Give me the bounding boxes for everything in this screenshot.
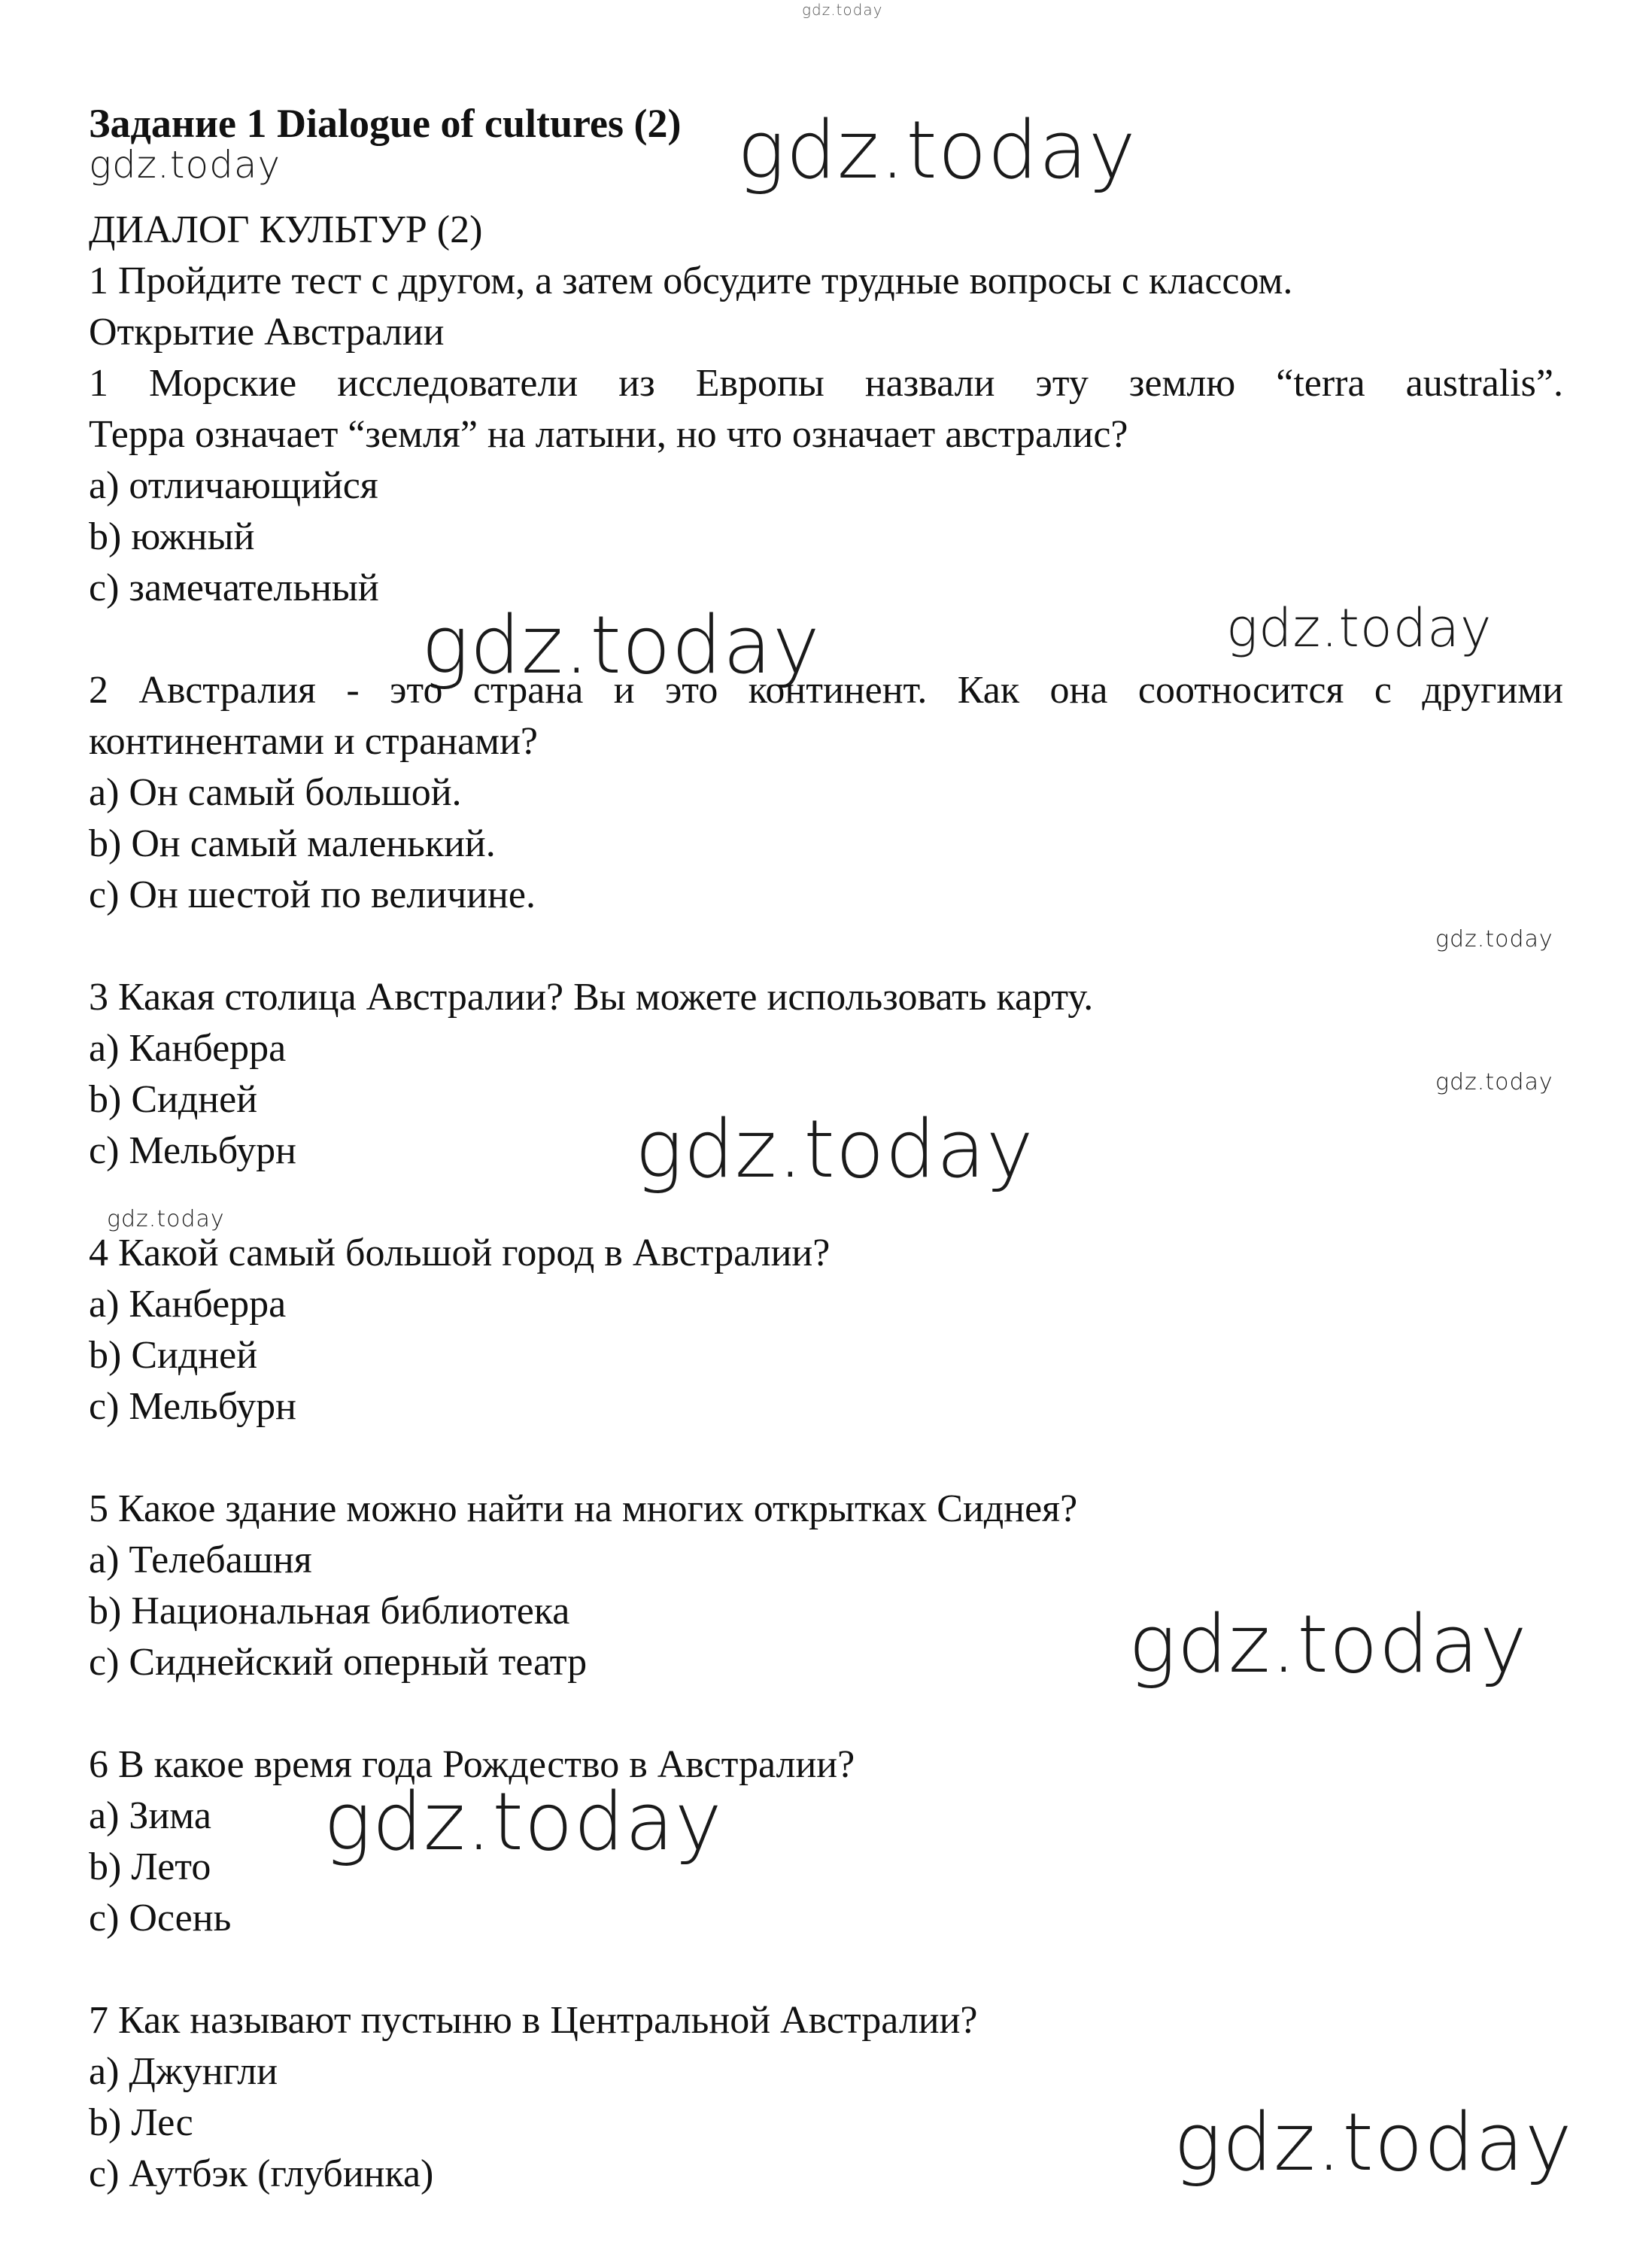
question-1-option-b: b) южный (89, 515, 255, 558)
question-4-option-a: a) Канберра (89, 1283, 287, 1326)
question-3-option-c: c) Мельбурн (89, 1129, 296, 1172)
question-7-option-c: c) Аутбэк (глубинка) (89, 2152, 434, 2195)
question-4-option-c: c) Мельбурн (89, 1385, 296, 1428)
question-6-option-c: c) Осень (89, 1897, 232, 1939)
question-4-line-1: 4 Какой самый большой город в Австралии? (89, 1232, 831, 1274)
task-title: Задание 1 Dialogue of cultures (2) (89, 101, 682, 146)
question-7-option-b: b) Лес (89, 2101, 193, 2144)
question-6-line-1: 6 В какое время года Рождество в Австралии? (89, 1743, 855, 1786)
question-2-option-a: a) Он самый большой. (89, 771, 462, 814)
question-6-option-a: a) Зима (89, 1794, 211, 1837)
question-5-option-c: c) Сиднейский оперный театр (89, 1641, 588, 1684)
question-6-option-b: b) Лето (89, 1845, 211, 1888)
watermark: gdz.today (1226, 597, 1493, 659)
section-heading: ДИАЛОГ КУЛЬТУР (2) (89, 208, 483, 251)
question-7-line-1: 7 Как называют пустыню в Центральной Австралии? (89, 1999, 978, 2042)
question-2-line-1: 2 Австралия - это страна и это континент. Как она соотносится с другими (89, 669, 1563, 712)
watermark-top: gdz.today (802, 1, 883, 19)
watermark: gdz.today (323, 1775, 723, 1868)
question-2-option-b: b) Он самый маленький. (89, 822, 496, 865)
topic-title: Открытие Австралии (89, 311, 445, 354)
question-1-line-2: Терра означает “земля” на латыни, но что означает австралис? (89, 413, 1128, 456)
question-1-option-c: c) замечательный (89, 567, 379, 609)
question-1-line-1: 1 Морские исследователи из Европы назвали эту землю “terra australis”. (89, 362, 1563, 405)
watermark: gdz.today (421, 599, 821, 691)
watermark: gdz.today (1435, 1069, 1553, 1095)
question-3-option-b: b) Сидней (89, 1078, 258, 1121)
watermark: gdz.today (107, 1206, 225, 1232)
question-2-line-2: континентами и странами? (89, 720, 538, 763)
watermark: gdz.today (89, 143, 281, 187)
watermark: gdz.today (1128, 1598, 1528, 1690)
question-3-line-1: 3 Какая столица Австралии? Вы можете использовать карту. (89, 976, 1094, 1019)
watermark: gdz.today (737, 104, 1137, 196)
question-5-option-a: a) Телебашня (89, 1539, 312, 1581)
instruction-text: 1 Пройдите тест с другом, а затем обсудите трудные вопросы с классом. (89, 260, 1293, 302)
question-1-option-a: a) отличающийся (89, 464, 378, 507)
question-5-line-1: 5 Какое здание можно найти на многих открытках Сиднея? (89, 1487, 1078, 1530)
question-4-option-b: b) Сидней (89, 1334, 258, 1377)
question-3-option-a: a) Канберра (89, 1027, 287, 1070)
watermark: gdz.today (1174, 2096, 1573, 2189)
question-2-option-c: c) Он шестой по величине. (89, 873, 536, 916)
watermark: gdz.today (1435, 926, 1553, 952)
question-5-option-b: b) Национальная библиотека (89, 1590, 570, 1633)
watermark: gdz.today (635, 1103, 1034, 1195)
question-7-option-a: a) Джунгли (89, 2050, 278, 2093)
